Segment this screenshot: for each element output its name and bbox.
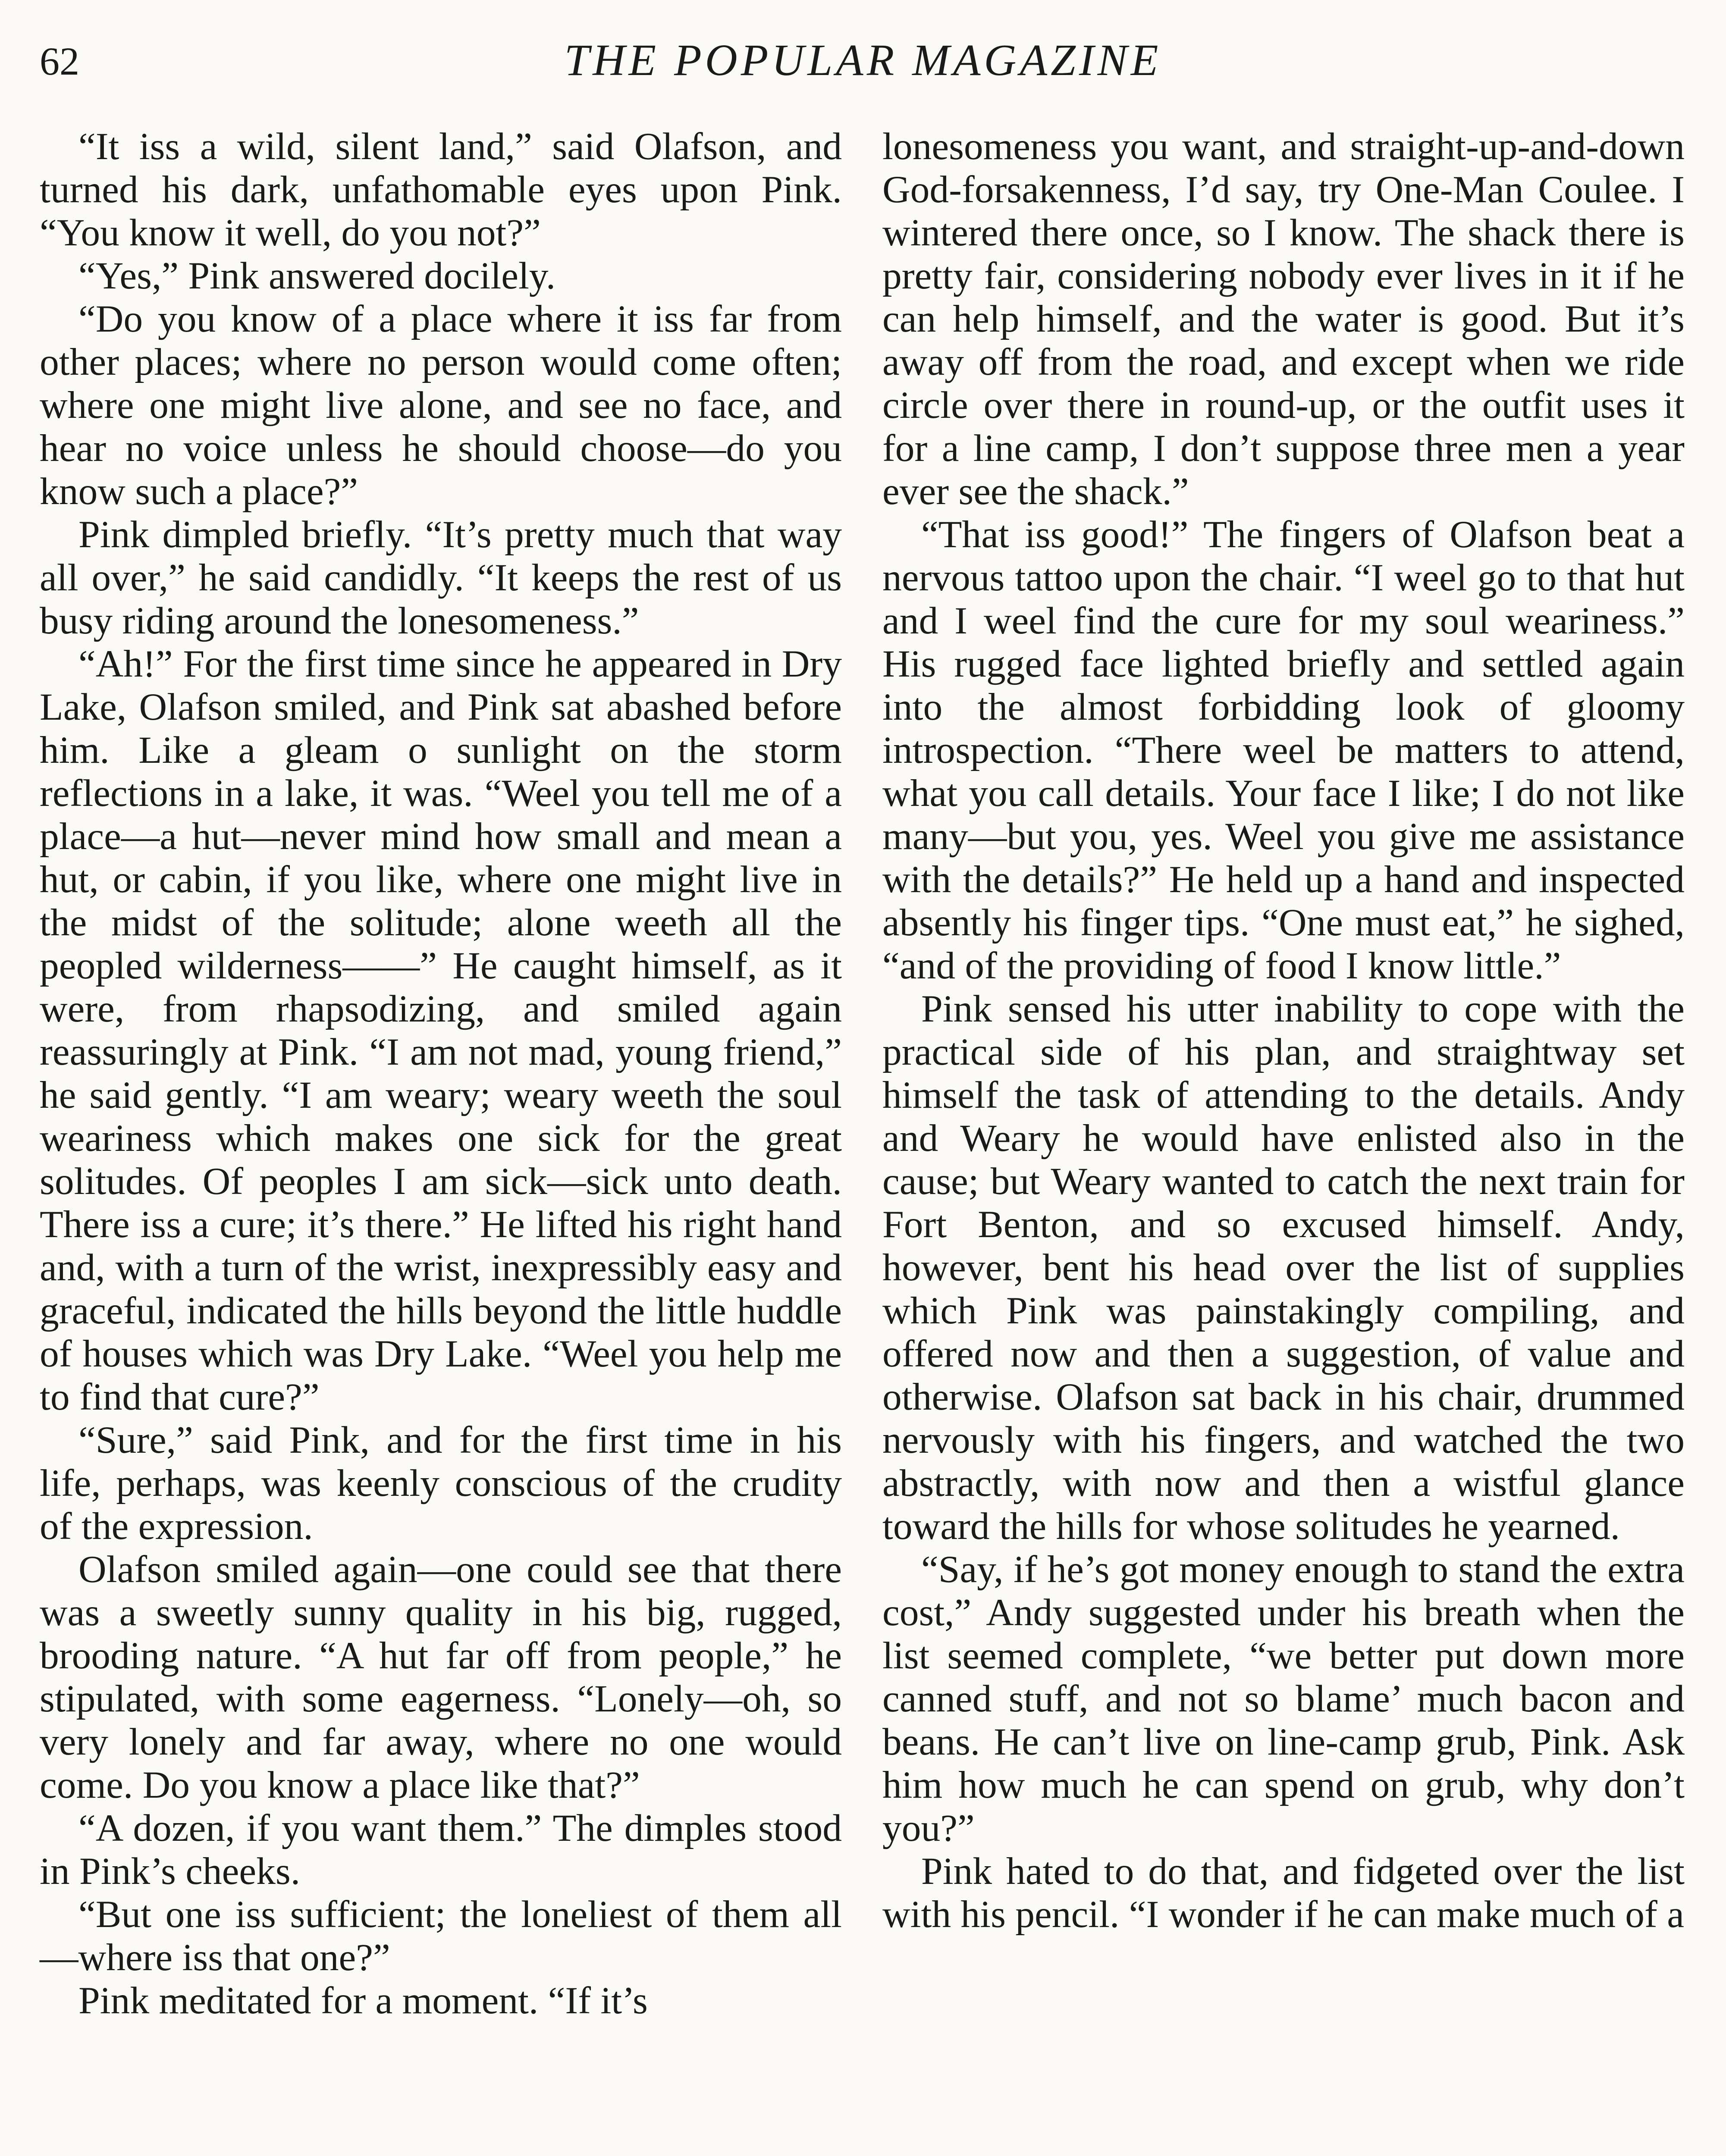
paragraph: “A dozen, if you want them.” The dimples stood in Pink’s cheeks. [40,1807,842,1893]
paragraph: Pink sensed his utter inability to cope with the practical side of his plan, and straightway set himself the task of attending to the details. Andy and Weary he would have enlisted also in the cause; but Weary wanted to catch the next train for Fort Benton, and so excused himself. Andy, however, bent his head over the list of supplies which Pink was painstakingly compiling, and offered now and then a suggestion, of value and otherwise. Olafson sat back in his chair, drummed nervously with his fingers, and watched the two abstractly, with now and then a wistful glance toward the hills for whose solitudes he yearned. [882,987,1685,1548]
paragraph: Pink dimpled briefly. “It’s pretty much that way all over,” he said candidly. “It keeps the rest of us busy riding around the lonesomeness.” [40,513,842,642]
paragraph: Olafson smiled again—one could see that there was a sweetly sunny quality in his big, rugged, brooding nature. “A hut far off from people,” he stipulated, with some eagerness. “Lonely—oh, so very lonely and far away, where no one would come. Do you know a place like that?” [40,1548,842,1806]
paragraph: “It iss a wild, silent land,” said Olafson, and turned his dark, unfathomable eyes upon Pink. “You know it well, do you not?” [40,125,842,254]
paragraph: “Do you know of a place where it iss far from other places; where no person would come often; where one might live alone, and see no face, and hear no voice unless he should choose—do you know such a place?” [40,298,842,513]
left-column [40,125,842,2022]
paragraph: “Sure,” said Pink, and for the first time in his life, perhaps, was keenly conscious of the crudity of the expression. [40,1419,842,1548]
right-column [882,125,1685,1936]
paragraph: “But one iss sufficient; the loneliest of them all—where iss that one?” [40,1893,842,1979]
paragraph: “Ah!” For the first time since he appeared in Dry Lake, Olafson smiled, and Pink sat abashed before him. Like a gleam o sunlight on the storm reflections in a lake, it was. “Weel you tell me of a place—a hut—never mind how small and mean a hut, or cabin, if you like, where one might live in the midst of the solitude; alone weeth all the peopled wilderness——” He caught himself, as it were, from rhapsodizing, and smiled again reassuringly at Pink. “I am not mad, young friend,” he said gently. “I am weary; weary weeth the soul weariness which makes one sick for the great solitudes. Of peoples I am sick—sick unto death. There iss a cure; it’s there.” He lifted his right hand and, with a turn of the wrist, inexpressibly easy and graceful, indicated the hills beyond the little huddle of houses which was Dry Lake. “Weel you help me to find that cure?” [40,642,842,1418]
paragraph: Pink hated to do that, and fidgeted over the list with his pencil. “I wonder if he can make much of a [882,1850,1685,1936]
paragraph: “Say, if he’s got money enough to stand the extra cost,” Andy suggested under his breath when the list seemed complete, “we better put down more canned stuff, and not so blame’ much bacon and beans. He can’t live on line-camp grub, Pink. Ask him how much he can spend on grub, why don’t you?” [882,1548,1685,1849]
paragraph-continued: lonesomeness you want, and straight-up-and-down God-forsakenness, I’d say, try One-Man Coulee. I wintered there once, so I know. The shack there is pretty fair, considering nobody ever lives in it if he can help himself, and the water is good. But it’s away off from the road, and except when we ride circle over there in round-up, or the outfit uses it for a line camp, I don’t suppose three men a year ever see the shack.” [882,125,1685,513]
paragraph: Pink meditated for a moment. “If it’s [78,1979,648,2022]
page-number: 62 [40,39,79,83]
running-head: THE POPULAR MAGAZINE [564,35,1162,85]
paragraph: “That iss good!” The fingers of Olafson beat a nervous tattoo upon the chair. “I weel go to that hut and I weel find the cure for my soul weariness.” His rugged face lighted briefly and settled again into the almost forbidding look of gloomy introspection. “There weel be matters to attend, what you call details. Your face I like; I do not like many—but you, yes. Weel you give me assistance with the details?” He held up a hand and inspected absently his finger tips. “One must eat,” he sighed, “and of the providing of food I know little.” [882,513,1685,987]
paragraph: “Yes,” Pink answered docilely. [78,254,556,297]
